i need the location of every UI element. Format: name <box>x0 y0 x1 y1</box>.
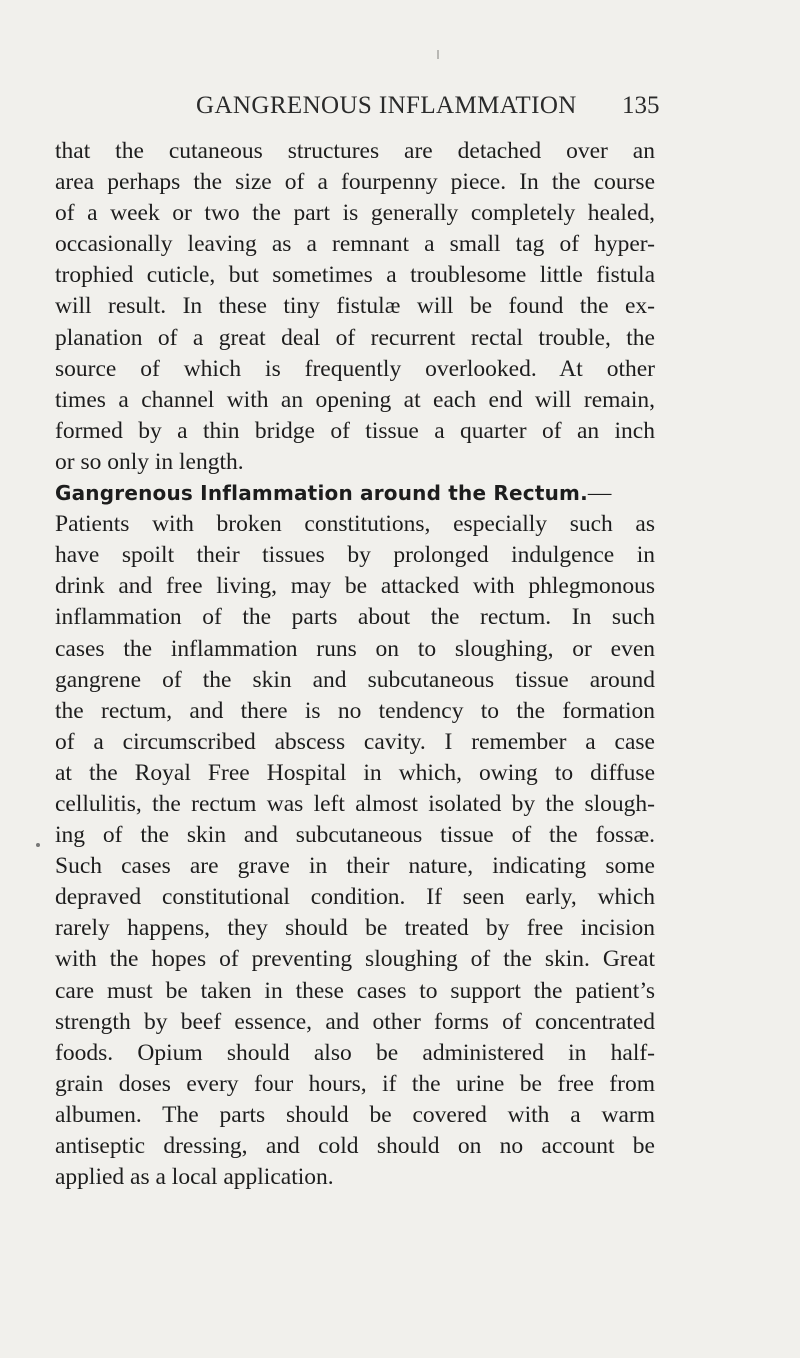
text-line: rarely happens, they should be treated by free incision <box>55 915 655 942</box>
section-heading-line <box>55 478 655 509</box>
text-line: that the cutaneous structures are detached over an <box>55 138 655 164</box>
text-line: inflammation of the parts about the rectum. In such <box>55 604 655 631</box>
heading-dash: — <box>587 480 612 507</box>
running-head: GANGRENOUS INFLAMMATION <box>196 92 577 119</box>
text-line: gangrene of the skin and subcutaneous tissue around <box>55 666 655 693</box>
text-line: grain doses every four hours, if the urine be free from <box>55 1070 655 1097</box>
text-line: ing of the skin and subcutaneous tissue of the fossæ. <box>55 822 655 849</box>
text-line: foods. Opium should also be administered in half- <box>55 1039 655 1066</box>
text-line: the rectum, and there is no tendency to the formation <box>55 697 655 724</box>
page-number: 135 <box>622 92 660 119</box>
text-line: Such cases are grave in their nature, indicating some <box>55 853 655 880</box>
text-line: with the hopes of preventing sloughing of the skin. Great <box>55 946 655 973</box>
text-line: at the Royal Free Hospital in which, owing to diffuse <box>55 759 655 786</box>
body-text <box>55 136 655 1193</box>
text-line: antiseptic dressing, and cold should on no account be <box>55 1133 655 1159</box>
text-line: depraved constitutional condition. If seen early, which <box>55 884 655 911</box>
text-line: or so only in length. <box>55 448 244 475</box>
text-line: have spoilt their tissues by prolonged indulgence in <box>55 542 655 569</box>
text-line: will result. In these tiny fistulæ will be found the ex- <box>55 293 655 320</box>
paper-speck <box>437 50 439 59</box>
text-line: albumen. The parts should be covered with a warm <box>55 1101 655 1128</box>
text-line: formed by a thin bridge of tissue a quarter of an inch <box>55 417 655 444</box>
text-line: times a channel with an opening at each end will remain, <box>55 386 655 413</box>
text-line: cases the inflammation runs on to sloughing, or even <box>55 635 655 662</box>
text-line: applied as a local application. <box>55 1164 334 1191</box>
margin-mark <box>36 843 40 847</box>
text-line: drink and free living, may be attacked with phlegmonous <box>55 573 655 600</box>
section-heading: Gangrenous Inflammation around the Rectum. <box>55 481 588 506</box>
text-line: strength by beef essence, and other forms of concentrated <box>55 1008 655 1035</box>
text-line: area perhaps the size of a fourpenny piece. In the course <box>55 169 655 196</box>
text-line: care must be taken in these cases to support the patient’s <box>55 977 655 1004</box>
text-line: cellulitis, the rectum was left almost isolated by the slough- <box>55 790 655 817</box>
text-line: occasionally leaving as a remnant a small tag of hyper- <box>55 231 655 258</box>
text-line: source of which is frequently overlooked. At other <box>55 355 655 382</box>
text-line: planation of a great deal of recurrent rectal trouble, the <box>55 324 655 351</box>
text-line: trophied cuticle, but sometimes a troublesome little fistula <box>55 262 655 289</box>
text-line: of a circumscribed abscess cavity. I remember a case <box>55 728 655 755</box>
text-line: Patients with broken constitutions, especially such as <box>55 511 655 538</box>
text-line: of a week or two the part is generally completely healed, <box>55 200 655 227</box>
page-header <box>0 92 800 132</box>
